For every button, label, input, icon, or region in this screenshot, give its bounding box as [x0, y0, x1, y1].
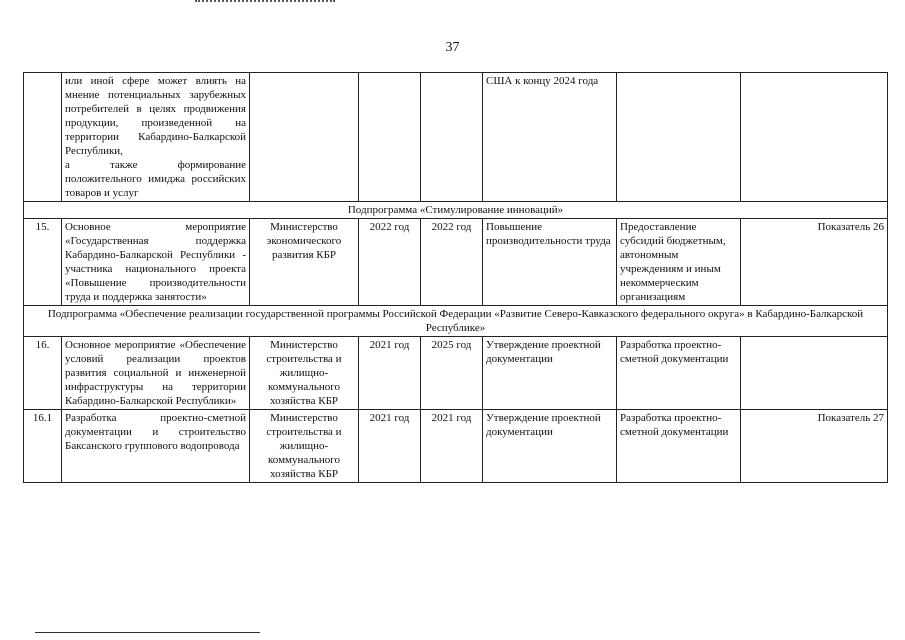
- cell-executor: Министерство экономического развития КБР: [250, 219, 359, 306]
- cell-event-name: Основное мероприятие «Государственная поддержка Кабардино-Балкарской Республики - участника национального проекта «Повышение производительности труда и поддержка занятости»: [62, 219, 250, 306]
- cell-num: 15.: [24, 219, 62, 306]
- cell-end: 2022 год: [421, 219, 483, 306]
- cell-start: [359, 73, 421, 202]
- cell-start: 2021 год: [359, 410, 421, 483]
- cell-executor: [250, 73, 359, 202]
- cell-start: 2021 год: [359, 337, 421, 410]
- cell-num: 16.: [24, 337, 62, 410]
- cell-event-name: Разработка проектно-сметной документации и строительство Баксанского группового водопровода: [62, 410, 250, 483]
- table-row-16-1: [24, 410, 888, 483]
- cell-measures: [617, 73, 741, 202]
- cell-indicator: Показатель 26: [741, 219, 888, 306]
- top-edge-mark: [195, 0, 335, 5]
- cell-indicator: Показатель 27: [741, 410, 888, 483]
- subprogram-row-state-program: [24, 306, 888, 337]
- page-number: 37: [445, 40, 460, 55]
- table-row-15: [24, 219, 888, 306]
- cell-indicator: [741, 337, 888, 410]
- cell-result: Утверждение проектной документации: [483, 410, 617, 483]
- table-row-continued: [24, 73, 888, 202]
- cell-end: 2021 год: [421, 410, 483, 483]
- cell-executor: Министерство строительства и жилищно-коммунального хозяйства КБР: [250, 337, 359, 410]
- table-row-16: [24, 337, 888, 410]
- cell-num: 16.1: [24, 410, 62, 483]
- cell-end: 2025 год: [421, 337, 483, 410]
- cell-result: Утверждение проектной документации: [483, 337, 617, 410]
- cell-measures: Разработка проектно-сметной документации: [617, 337, 741, 410]
- cell-end: [421, 73, 483, 202]
- cell-measures: Разработка проектно-сметной документации: [617, 410, 741, 483]
- cell-executor: Министерство строительства и жилищно-коммунального хозяйства КБР: [250, 410, 359, 483]
- cell-measures: Предоставление субсидий бюджетным, автономным учреждениям и иным некоммерческим организациям: [617, 219, 741, 306]
- footnote-separator: [35, 632, 260, 633]
- cell-result: Повышение производительности труда: [483, 219, 617, 306]
- cell-result: США к концу 2024 года: [483, 73, 617, 202]
- subprogram-title: Подпрограмма «Стимулирование инноваций»: [24, 202, 888, 219]
- cell-num: [24, 73, 62, 202]
- cell-indicator: [741, 73, 888, 202]
- cell-event-name: или иной сфере может влиять на мнение потенциальных зарубежных потребителей в целях продвижения продукции, произведенной на территории Кабардино-Балкарской Республики, а также формирование положительного имиджа российских товаров и услуг: [62, 73, 250, 202]
- cell-event-name: Основное мероприятие «Обеспечение условий реализации проектов развития социальной и инженерной инфраструктуры на территории Кабардино-Балкарской Республики»: [62, 337, 250, 410]
- subprogram-title: Подпрограмма «Обеспечение реализации государственной программы Российской Федерации «Развитие Северо-Кавказского федерального округа» в Кабардино-Балкарской Республике»: [24, 306, 888, 337]
- cell-start: 2022 год: [359, 219, 421, 306]
- program-table: [23, 72, 888, 483]
- subprogram-row-innovations: [24, 202, 888, 219]
